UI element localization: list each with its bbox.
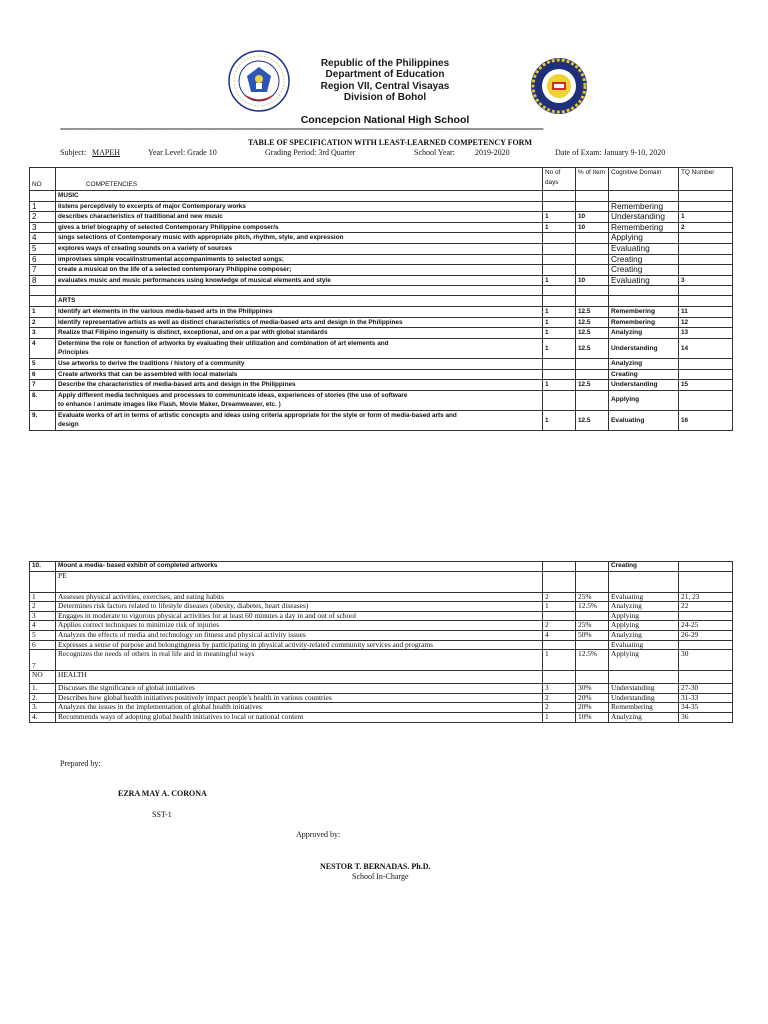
row-no: 3. xyxy=(30,703,56,713)
row-cognitive: Creating xyxy=(609,562,679,572)
row-competency xyxy=(56,410,543,430)
row-tq: 13 xyxy=(679,328,733,339)
pe-rows xyxy=(30,592,733,671)
approved-by-label: Approved by: xyxy=(296,830,341,839)
row-no: 7 xyxy=(30,265,56,276)
row-no: 3 xyxy=(30,328,56,339)
agency-header xyxy=(260,58,510,104)
table-row xyxy=(30,693,733,703)
section-label-music: MUSIC xyxy=(56,191,543,202)
row-days: 2 xyxy=(543,693,576,703)
music-rows xyxy=(30,201,733,286)
row-percent: 12.5% xyxy=(576,602,609,612)
table-row-arts-10 xyxy=(30,562,733,572)
row-days: 1 xyxy=(543,317,576,328)
table-row xyxy=(30,630,733,640)
approver-title: School In-Charge xyxy=(352,872,409,881)
row-tq xyxy=(679,233,733,244)
table-row xyxy=(30,358,733,369)
row-percent xyxy=(576,233,609,244)
row-tq: 36 xyxy=(679,712,733,722)
row-no: 6 xyxy=(30,640,56,650)
row-percent: 25% xyxy=(576,592,609,602)
health-rows xyxy=(30,684,733,722)
row-competency xyxy=(56,338,543,358)
subject-label: Subject: xyxy=(60,148,87,157)
row-no: 6 xyxy=(30,369,56,380)
row-competency-line-2: Principles xyxy=(58,349,89,357)
row-days: 4 xyxy=(543,630,576,640)
school-year-value: 2019-2020 xyxy=(475,148,510,157)
row-competency: sings selections of Contemporary music with appropriate pitch, rhythm, style, and expression xyxy=(56,233,543,244)
table-row xyxy=(30,410,733,430)
exam-date: Date of Exam: January 9-10, 2020 xyxy=(555,148,666,157)
row-cognitive: Evaluating xyxy=(609,275,679,286)
row-competency-line-1: Apply different media techniques and processes to communicate ideas, experiences of stories (the use of software xyxy=(58,391,408,399)
row-percent: 12.5 xyxy=(576,317,609,328)
row-percent: 10 xyxy=(576,275,609,286)
table-row xyxy=(30,703,733,713)
row-tq: 15 xyxy=(679,380,733,391)
row-cognitive: Applying xyxy=(609,611,679,621)
row-days xyxy=(543,233,576,244)
table-row xyxy=(30,390,733,410)
row-cognitive: Understanding xyxy=(609,380,679,391)
row-days xyxy=(543,254,576,265)
table-row xyxy=(30,265,733,276)
row-days xyxy=(543,640,576,650)
grading-period: Grading Period: 3rd Quarter xyxy=(265,148,356,157)
row-percent xyxy=(576,265,609,276)
row-no: 2. xyxy=(30,693,56,703)
row-percent: 10% xyxy=(576,712,609,722)
row-competency xyxy=(56,390,543,410)
preparer-title: SST-1 xyxy=(152,810,172,819)
row-tq: 22 xyxy=(679,602,733,612)
row-competency: Engages in moderate to vigorous physical activities for at least 60 minutes a day in and out of school xyxy=(56,611,543,621)
row-tq: 26-29 xyxy=(679,630,733,640)
row-cognitive: Creating xyxy=(609,254,679,265)
table-row xyxy=(30,212,733,223)
section-label-arts: ARTS xyxy=(56,296,543,307)
row-no: 10. xyxy=(30,562,56,572)
row-cognitive: Understanding xyxy=(609,693,679,703)
row-no: 3 xyxy=(30,222,56,233)
row-tq: 1 xyxy=(679,212,733,223)
table-row xyxy=(30,233,733,244)
row-tq xyxy=(679,369,733,380)
row-cognitive: Applying xyxy=(609,650,679,671)
table-row xyxy=(30,222,733,233)
row-percent: 12.5 xyxy=(576,328,609,339)
row-no: 4 xyxy=(30,621,56,631)
health-no-label: NO xyxy=(30,671,56,684)
row-days xyxy=(543,201,576,212)
row-tq: 30 xyxy=(679,650,733,671)
row-cognitive: Applying xyxy=(609,233,679,244)
row-no: 8 xyxy=(30,275,56,286)
row-tq xyxy=(679,254,733,265)
row-cognitive: Evaluating xyxy=(609,592,679,602)
subject-value: MAPEH xyxy=(92,148,121,157)
table-row xyxy=(30,592,733,602)
row-days xyxy=(543,265,576,276)
row-no: 5 xyxy=(30,630,56,640)
table-row xyxy=(30,275,733,286)
table-row xyxy=(30,317,733,328)
table-row xyxy=(30,684,733,694)
row-no: 1. xyxy=(30,684,56,694)
row-cognitive: Applying xyxy=(609,621,679,631)
row-days xyxy=(543,243,576,254)
row-days: 1 xyxy=(543,222,576,233)
table-row xyxy=(30,621,733,631)
row-percent xyxy=(576,358,609,369)
row-tq xyxy=(679,201,733,212)
arts-rows xyxy=(30,306,733,430)
row-cognitive: Evaluating xyxy=(609,243,679,254)
row-competency-line-1: Determine the role or function of artworks by evaluating their utilization and combination of art elements and xyxy=(58,339,389,347)
row-tq: 34-35 xyxy=(679,703,733,713)
header-tq: TQ Number xyxy=(679,168,733,191)
header-line-3: Region VII, Central Visayas xyxy=(320,80,450,92)
row-percent: 12.5 xyxy=(576,410,609,430)
row-tq: 16 xyxy=(679,410,733,430)
row-competency: evaluates music and music performances using knowledge of musical elements and style xyxy=(56,275,543,286)
row-no: 5 xyxy=(30,243,56,254)
table-row xyxy=(30,611,733,621)
row-tq: 31-33 xyxy=(679,693,733,703)
row-competency: Realize that Filipino ingenuity is distinct, exceptional, and on a par with global standards xyxy=(56,328,543,339)
row-tq xyxy=(679,358,733,369)
header-line-4: Division of Bohol xyxy=(343,92,427,104)
row-cognitive: Evaluating xyxy=(609,640,679,650)
row-percent: 12.5 xyxy=(576,306,609,317)
row-percent xyxy=(576,390,609,410)
row-cognitive: Remembering xyxy=(609,222,679,233)
header-competencies: COMPETENCIES xyxy=(56,168,543,191)
document-title: TABLE OF SPECIFICATION WITH LEAST-LEARNED COMPETENCY FORM xyxy=(247,138,533,147)
section-row-health xyxy=(30,671,733,684)
row-competency: Identify art elements in the various media-based arts in the Philippines xyxy=(56,306,543,317)
row-days: 2 xyxy=(543,621,576,631)
row-competency-line-2: to enhance / animate images like Flash, Movie Maker, Dreamweaver, etc. ) xyxy=(58,401,281,409)
section-label-pe: PE xyxy=(56,571,543,592)
row-days: 1 xyxy=(543,380,576,391)
table-row xyxy=(30,254,733,265)
row-percent: 30% xyxy=(576,684,609,694)
row-no: 8. xyxy=(30,390,56,410)
prepared-by-label: Prepared by: xyxy=(60,759,101,768)
preparer-name: EZRA MAY A. CORONA xyxy=(118,789,207,798)
row-cognitive: Remembering xyxy=(609,317,679,328)
section-label-health: HEALTH xyxy=(56,671,543,684)
row-cognitive: Remembering xyxy=(609,703,679,713)
section-row-arts xyxy=(30,296,733,307)
row-no: 9. xyxy=(30,410,56,430)
row-days: 1 xyxy=(543,306,576,317)
row-competency: Use artworks to derive the traditions / history of a community xyxy=(56,358,543,369)
row-days: 1 xyxy=(543,712,576,722)
row-no: 2 xyxy=(30,212,56,223)
row-percent: 25% xyxy=(576,621,609,631)
row-tq xyxy=(679,640,733,650)
row-days: 2 xyxy=(543,592,576,602)
row-percent xyxy=(576,243,609,254)
row-competency: explores ways of creating sounds on a variety of sources xyxy=(56,243,543,254)
row-days: 1 xyxy=(543,338,576,358)
approver-name: NESTOR T. BERNADAS. Ph.D. xyxy=(320,862,431,871)
row-competency: Assesses physical activities, exercises, and eating habits xyxy=(56,592,543,602)
row-competency: Analyzes the issues in the implementation of global health initiatives xyxy=(56,703,543,713)
row-competency: create a musical on the life of a selected contemporary Philippine composer; xyxy=(56,265,543,276)
row-tq: 11 xyxy=(679,306,733,317)
table-row xyxy=(30,380,733,391)
school-name: Concepcion National High School xyxy=(300,114,470,126)
row-cognitive: Analyzing xyxy=(609,630,679,640)
table-row xyxy=(30,369,733,380)
row-cognitive: Analyzing xyxy=(609,712,679,722)
row-no: 6 xyxy=(30,254,56,265)
row-tq: 3 xyxy=(679,275,733,286)
table-row xyxy=(30,650,733,671)
spacer-row xyxy=(30,286,733,296)
row-cognitive: Understanding xyxy=(609,338,679,358)
header-no: NO xyxy=(30,168,56,191)
row-competency: Describe the characteristics of media-based arts and design in the Philippines xyxy=(56,380,543,391)
row-tq: 24-25 xyxy=(679,621,733,631)
row-no: 7 xyxy=(30,380,56,391)
header-line-1: Republic of the Philippines xyxy=(320,58,450,69)
table-row xyxy=(30,602,733,612)
table-row xyxy=(30,201,733,212)
row-cognitive: Creating xyxy=(609,369,679,380)
row-no: 1 xyxy=(30,201,56,212)
tos-table-pe-health xyxy=(29,561,733,723)
row-days xyxy=(543,390,576,410)
row-tq: 12 xyxy=(679,317,733,328)
row-cognitive: Analyzing xyxy=(609,328,679,339)
row-cognitive: Evaluating xyxy=(609,410,679,430)
row-percent: 10 xyxy=(576,222,609,233)
table-row xyxy=(30,640,733,650)
row-cognitive: Understanding xyxy=(609,684,679,694)
row-cognitive: Analyzing xyxy=(609,358,679,369)
row-days: 1 xyxy=(543,275,576,286)
row-tq: 2 xyxy=(679,222,733,233)
row-days: 3 xyxy=(543,684,576,694)
tos-table-music-arts xyxy=(29,167,733,431)
row-no: 2 xyxy=(30,317,56,328)
row-percent: 12.5% xyxy=(576,650,609,671)
row-competency: Expresses a sense of purpose and belongingness by participating in physical activity-related community services and programs xyxy=(56,640,543,650)
row-cognitive: Analyzing xyxy=(609,602,679,612)
table-row xyxy=(30,338,733,358)
section-row-music xyxy=(30,191,733,202)
header-days: No of days xyxy=(543,168,576,191)
row-cognitive: Creating xyxy=(609,265,679,276)
row-days xyxy=(543,369,576,380)
row-percent: 10 xyxy=(576,212,609,223)
row-no: 3 xyxy=(30,611,56,621)
row-competency: listens perceptively to excerpts of major Contemporary works xyxy=(56,201,543,212)
table-row xyxy=(30,243,733,254)
row-competency: Create artworks that can be assembled with local materials xyxy=(56,369,543,380)
row-cognitive: Remembering xyxy=(609,306,679,317)
row-days xyxy=(543,611,576,621)
row-competency: Determines risk factors related to lifestyle diseases (obesity, diabetes, heart diseases) xyxy=(56,602,543,612)
row-tq xyxy=(679,265,733,276)
row-percent xyxy=(576,254,609,265)
row-tq: 14 xyxy=(679,338,733,358)
row-competency: describes characteristics of traditional and new music xyxy=(56,212,543,223)
row-days xyxy=(543,358,576,369)
row-tq: 21, 23 xyxy=(679,592,733,602)
row-competency: gives a brief biography of selected Contemporary Philippine composer/s xyxy=(56,222,543,233)
row-days: 2 xyxy=(543,703,576,713)
header-line-2: Department of Education xyxy=(325,69,445,81)
row-competency: Discusses the significance of global initiatives xyxy=(56,684,543,694)
row-no: 5 xyxy=(30,358,56,369)
row-percent xyxy=(576,640,609,650)
row-percent xyxy=(576,369,609,380)
row-percent: 12.5 xyxy=(576,338,609,358)
row-tq xyxy=(679,390,733,410)
separator-line: ================================================================================================================================================================= xyxy=(60,127,544,133)
row-percent xyxy=(576,201,609,212)
exam-meta-line xyxy=(0,148,768,160)
row-cognitive: Applying xyxy=(609,390,679,410)
row-competency: Identify representative artists as well as distinct characteristics of media-based arts and design in the Philippines xyxy=(56,317,543,328)
row-tq xyxy=(679,611,733,621)
row-competency-line-2: design xyxy=(58,421,79,429)
row-days: 1 xyxy=(543,328,576,339)
row-tq: 27-30 xyxy=(679,684,733,694)
row-days: 1 xyxy=(543,410,576,430)
row-days: 1 xyxy=(543,212,576,223)
row-competency: Applies correct techniques to minimize risk of injuries xyxy=(56,621,543,631)
table-header-row xyxy=(30,168,733,191)
row-percent: 50% xyxy=(576,630,609,640)
table-row xyxy=(30,328,733,339)
row-competency: Describes how global health initiatives positively impact people's health in various countries xyxy=(56,693,543,703)
table-row xyxy=(30,306,733,317)
row-competency: Analyzes the effects of media and technology on fitness and physical activity issues xyxy=(56,630,543,640)
row-no: 4 xyxy=(30,233,56,244)
header-cognitive: Cognitive Domain xyxy=(609,168,679,191)
row-competency: Recommends ways of adopting global health initiatives to local or national content xyxy=(56,712,543,722)
row-percent: 20% xyxy=(576,703,609,713)
row-no: 2 xyxy=(30,602,56,612)
row-tq xyxy=(679,243,733,254)
row-days: 1 xyxy=(543,650,576,671)
school-year-label: School Year: xyxy=(414,148,455,157)
row-no: 7 xyxy=(30,650,56,671)
row-no: 1 xyxy=(30,306,56,317)
row-competency-line-1: Evaluate works of art in terms of artistic concepts and ideas using criteria appropriate for the style or form of media-based arts and xyxy=(58,411,457,419)
year-level: Year Level: Grade 10 xyxy=(148,148,217,157)
row-no: 4 xyxy=(30,338,56,358)
row-percent: 12.5 xyxy=(576,380,609,391)
table-row xyxy=(30,712,733,722)
row-percent xyxy=(576,611,609,621)
school-seal-logo xyxy=(530,57,588,115)
row-days: 1 xyxy=(543,602,576,612)
row-competency: improvises simple vocal/instrumental accompaniments to selected songs; xyxy=(56,254,543,265)
row-competency: Mount a media- based exhibit of completed artworks xyxy=(56,562,543,572)
row-cognitive: Understanding xyxy=(609,212,679,223)
row-no: 4. xyxy=(30,712,56,722)
header-percent: % of Item xyxy=(576,168,609,191)
row-cognitive: Remembering xyxy=(609,201,679,212)
row-competency: Recognizes the needs of others in real life and in meaningful ways xyxy=(56,650,543,671)
row-percent: 20% xyxy=(576,693,609,703)
section-row-pe xyxy=(30,571,733,592)
row-no: 1 xyxy=(30,592,56,602)
